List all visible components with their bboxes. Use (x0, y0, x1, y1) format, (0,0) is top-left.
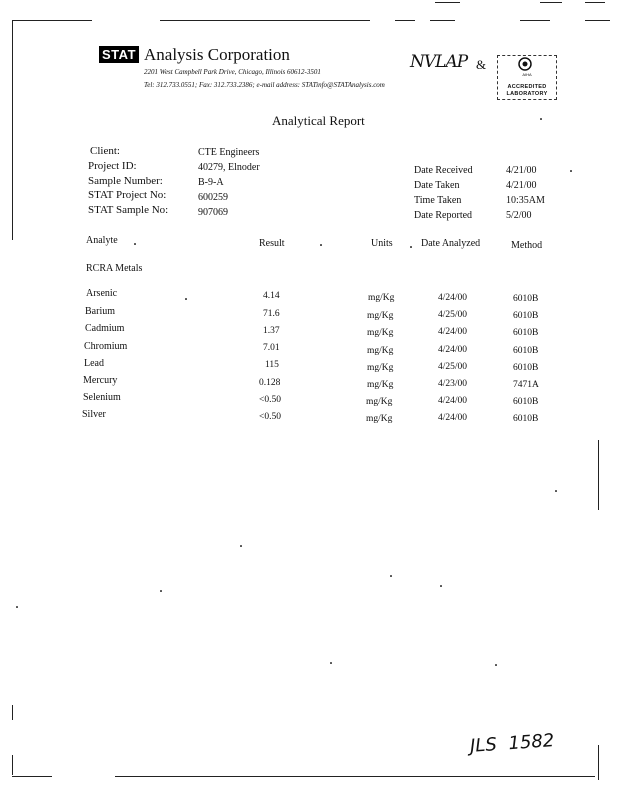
scan-speck (440, 585, 442, 587)
scan-border-top (160, 20, 370, 21)
date-received-value: 4/21/00 (506, 165, 537, 176)
units-value: mg/Kg (367, 311, 394, 321)
analyte-name: Barium (85, 306, 115, 317)
stat-sample-value: 907069 (198, 207, 228, 218)
date-analyzed-value: 4/23/00 (438, 379, 468, 389)
analyte-name: Silver (82, 409, 106, 420)
nvlap-logo: NVLAP (410, 52, 468, 72)
stat-sample-label: STAT Sample No: (88, 204, 169, 216)
date-reported-label: Date Reported (414, 210, 473, 221)
scan-border-top-dash (585, 20, 610, 21)
scan-border-top-left (12, 20, 92, 21)
section-title: RCRA Metals (86, 263, 143, 274)
scan-border-right (598, 440, 599, 510)
date-analyzed-value: 4/25/00 (438, 362, 468, 372)
method-value: 6010B (513, 311, 539, 321)
units-value: mg/Kg (366, 414, 393, 424)
client-value: CTE Engineers (198, 147, 260, 158)
header-analyte: Analyte (86, 235, 118, 246)
scan-border-top-dash (435, 2, 460, 3)
analyte-name: Lead (84, 358, 104, 369)
company-name: Analysis Corporation (144, 45, 290, 64)
units-value: mg/Kg (368, 293, 395, 303)
scan-speck (134, 243, 136, 245)
scan-border-left (12, 705, 13, 720)
scan-speck (390, 575, 392, 577)
project-id-value: 40279, Elnoder (198, 162, 260, 173)
scan-border-top-dash (395, 20, 415, 21)
units-value: mg/Kg (367, 328, 394, 338)
result-value: 4.14 (263, 291, 280, 301)
scan-border-right (598, 745, 599, 780)
result-value: 1.37 (263, 326, 280, 336)
scan-speck (540, 118, 542, 120)
scan-speck (570, 170, 572, 172)
analyte-name: Selenium (83, 392, 121, 403)
method-value: 6010B (513, 414, 539, 424)
time-taken-value: 10:35AM (506, 195, 545, 206)
accredited-label: ACCREDITED (507, 84, 547, 90)
result-value: 7.01 (263, 343, 280, 353)
date-taken-value: 4/21/00 (506, 180, 537, 191)
units-value: mg/Kg (367, 363, 394, 373)
result-value: <0.50 (259, 395, 281, 405)
result-value: 0.128 (259, 378, 281, 388)
accreditation-seal-icon (518, 57, 532, 71)
scan-border-bottom (12, 776, 52, 777)
time-taken-label: Time Taken (414, 195, 462, 206)
units-value: mg/Kg (367, 380, 394, 390)
project-id-label: Project ID: (88, 160, 137, 172)
analyte-name: Mercury (83, 375, 118, 386)
stat-project-label: STAT Project No: (88, 189, 167, 201)
stat-logo: STAT (99, 46, 139, 63)
header-method: Method (511, 240, 543, 251)
accreditation-org: AIHA (522, 72, 532, 77)
ampersand: & (476, 57, 487, 72)
method-value: 6010B (513, 397, 539, 407)
scan-speck (320, 244, 322, 246)
scan-border-top-dash (430, 20, 455, 21)
scan-speck (240, 545, 242, 547)
report-title: Analytical Report (272, 113, 365, 128)
method-value: 6010B (513, 346, 539, 356)
analyte-name: Arsenic (86, 288, 118, 299)
scan-border-top-dash (540, 2, 562, 3)
result-value: 71.6 (263, 309, 280, 319)
date-analyzed-value: 4/25/00 (438, 310, 468, 320)
date-analyzed-value: 4/24/00 (438, 293, 468, 303)
initials-text: JLS (469, 734, 498, 757)
header-units: Units (371, 238, 393, 249)
analyte-name: Cadmium (85, 323, 125, 334)
scan-border-bottom (115, 776, 595, 777)
scan-border-left (12, 20, 13, 240)
page-number-text: 1582 (507, 730, 555, 755)
header-date-analyzed: Date Analyzed (421, 238, 481, 249)
date-analyzed-value: 4/24/00 (438, 327, 468, 337)
header-result: Result (259, 238, 285, 249)
scan-speck (16, 606, 18, 608)
method-value: 7471A (513, 380, 539, 390)
scan-speck (160, 590, 162, 592)
sample-number-label: Sample Number: (88, 175, 163, 187)
scan-border-top-dash (520, 20, 550, 21)
scan-speck (555, 490, 557, 492)
units-value: mg/Kg (366, 397, 393, 407)
company-contact: Tel: 312.733.0551; Fax: 312.733.2386; e-mail address: STATinfo@STATAnalysis.com (144, 81, 385, 89)
date-reported-value: 5/2/00 (506, 210, 532, 221)
scan-border-left (12, 755, 13, 775)
date-taken-label: Date Taken (414, 180, 460, 191)
method-value: 6010B (513, 294, 539, 304)
handwritten-initials (469, 730, 555, 757)
sample-number-value: B-9-A (198, 177, 224, 188)
result-value: 115 (265, 360, 279, 370)
analyte-name: Chromium (84, 341, 128, 352)
laboratory-label: LABORATORY (506, 91, 548, 97)
date-analyzed-value: 4/24/00 (438, 345, 468, 355)
date-analyzed-value: 4/24/00 (438, 396, 468, 406)
method-value: 6010B (513, 363, 539, 373)
date-analyzed-value: 4/24/00 (438, 413, 468, 423)
scan-speck (495, 664, 497, 666)
company-address: 2201 West Campbell Park Drive, Chicago, Illinois 60612-3501 (144, 68, 321, 76)
scan-border-top-dash (585, 2, 605, 3)
units-value: mg/Kg (367, 346, 394, 356)
stat-project-value: 600259 (198, 192, 228, 203)
date-received-label: Date Received (414, 165, 473, 176)
client-label: Client: (90, 145, 120, 157)
method-value: 6010B (513, 328, 539, 338)
scan-speck (185, 298, 187, 300)
scan-speck (410, 246, 412, 248)
scan-speck (330, 662, 332, 664)
result-value: <0.50 (259, 412, 281, 422)
